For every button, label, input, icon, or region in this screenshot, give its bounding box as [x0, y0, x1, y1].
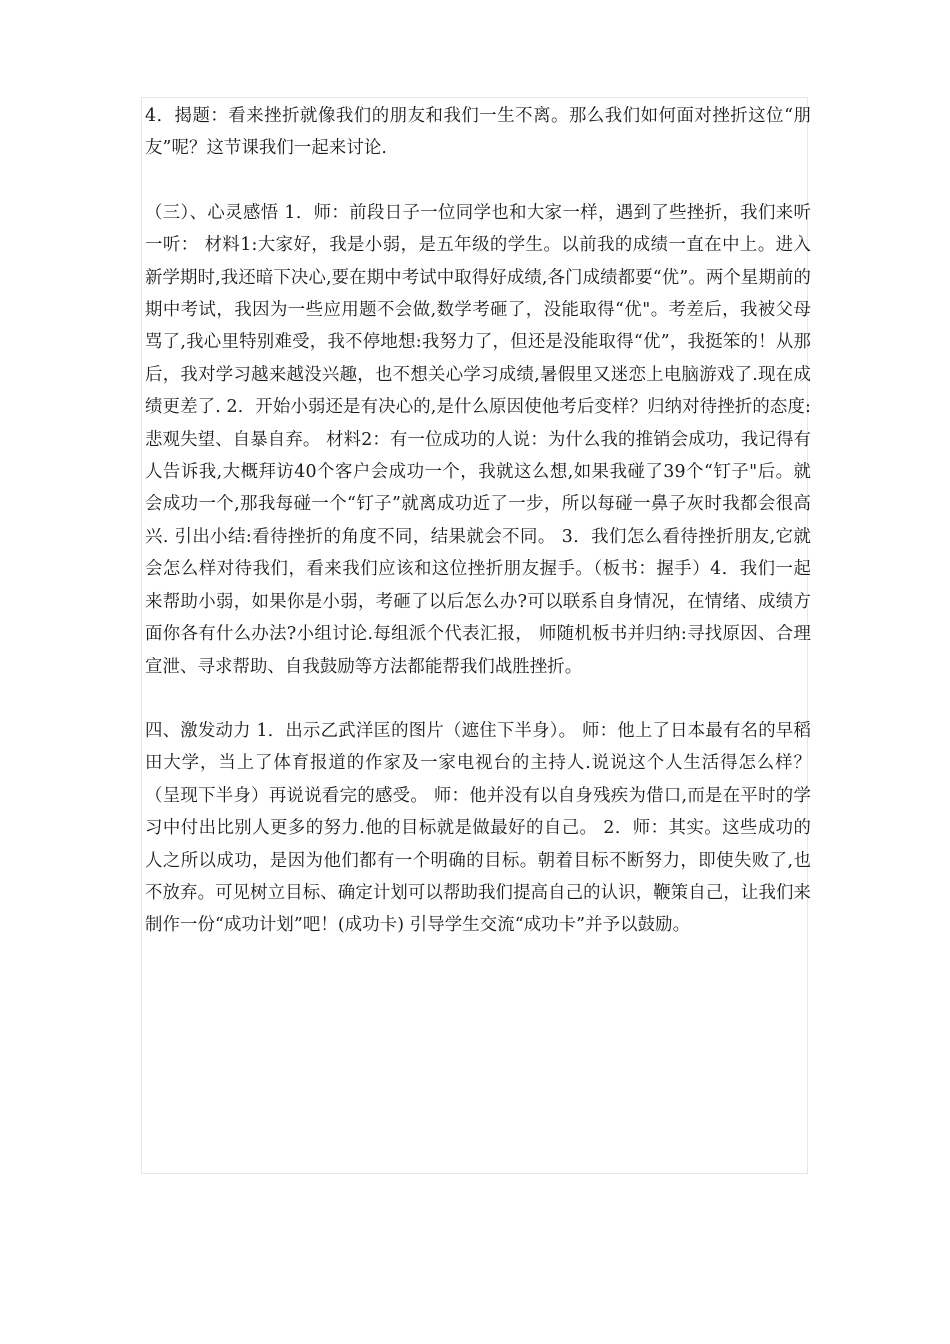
- paragraph-motivation: 四、激发动力 1．出示乙武洋匡的图片（遮住下半身）。 师：他上了日本最有名的早稻田大学，当上了体育报道的作家及一家电视台的主持人.说说这个人生活得怎么样？ （呈现下半身）再说说看完的感受。 师：他并没有以自身残疾为借口,而是在平时的学习中付出比别人更多的努力.他的目标就是做最好的自己。 2．师：其实。这些成功的人之所以成功，是因为他们都有一个明确的目标。朝着目标不断努力，即使失败了,也不放弃。可见树立目标、确定计划可以帮助我们提高自己的认识，鞭策自己，让我们来制作一份“成功计划”吧！(成功卡) 引导学生交流“成功卡”并予以鼓励。: [145, 720, 811, 936]
- document-body: [145, 100, 811, 942]
- paragraph-reveal-topic: 4．揭题：看来挫折就像我们的朋友和我们一生不离。那么我们如何面对挫折这位“朋友”呢？这节课我们一起来讨论.: [145, 106, 811, 159]
- paragraph-heart-insight: （三）、心灵感悟 1．师：前段日子一位同学也和大家一样，遇到了些挫折，我们来听一听： 材料1:大家好，我是小弱，是五年级的学生。以前我的成绩一直在中上。进入新学期时,我还暗下决心,要在期中考试中取得好成绩,各门成绩都要“优”。两个星期前的期中考试，我因为一些应用题不会做,数学考砸了，没能取得“优"。考差后，我被父母骂了,我心里特别难受，我不停地想:我努力了，但还是没能取得“优”，我挺笨的！从那后，我对学习越来越没兴趣，也不想关心学习成绩,暑假里又迷恋上电脑游戏了.现在成绩更差了. 2．开始小弱还是有决心的,是什么原因使他考后变样？归纳对待挫折的态度:悲观失望、自暴自弃。 材料2：有一位成功的人说：为什么我的推销会成功，我记得有人告诉我,大概拜访40个客户会成功一个，我就这么想,如果我碰了39个“钉子"后。就会成功一个,那我每碰一个“钉子”就离成功近了一步，所以每碰一鼻子灰时我都会很高兴. 引出小结:看待挫折的角度不同，结果就会不同。 3．我们怎么看待挫折朋友,它就会怎么样对待我们，看来我们应该和这位挫折朋友握手。（板书：握手）4．我们一起来帮助小弱，如果你是小弱，考砸了以后怎么办?可以联系自身情况，在情绪、成绩方面你各有什么办法?小组讨论.每组派个代表汇报， 师随机板书并归纳:寻找原因、合理宣泄、寻求帮助、自我鼓励等方法都能帮我们战胜挫折。: [145, 202, 811, 677]
